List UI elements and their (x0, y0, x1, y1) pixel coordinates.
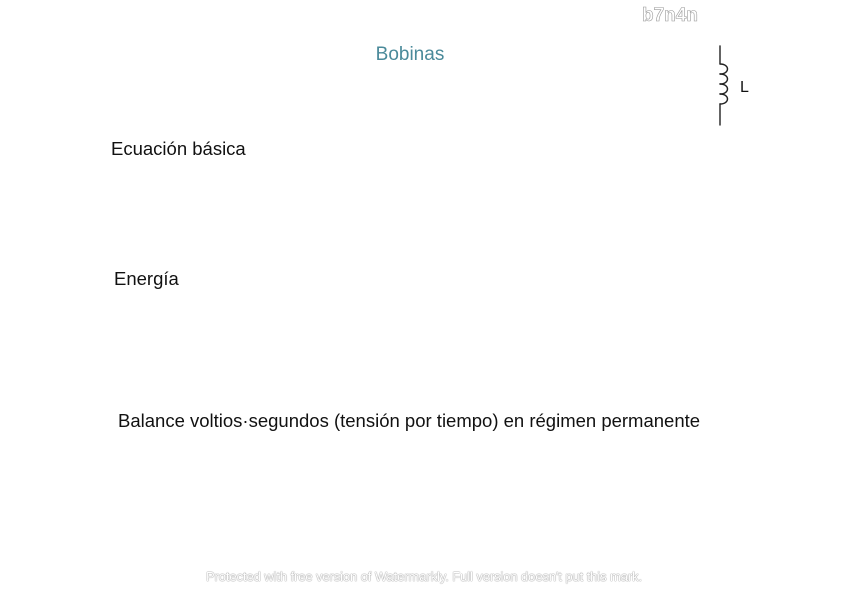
section-heading-balance-voltios-segundos: Balance voltios·segundos (tensión por tiempo) en régimen permanente (118, 410, 701, 431)
watermark-logo (638, 2, 710, 26)
inductor-symbol-icon (706, 44, 766, 130)
inductor-label: L (740, 79, 749, 96)
watermark-text: Protected with free version of Watermarkly. Full version doesn't put this mark. (205, 569, 643, 584)
svg-text:b7n4n: b7n4n (642, 5, 698, 26)
slide-title: Bobinas (375, 44, 445, 65)
section-heading-energia: Energía (114, 268, 179, 289)
section-heading-ecuacion-basica: Ecuación básica (111, 138, 246, 159)
